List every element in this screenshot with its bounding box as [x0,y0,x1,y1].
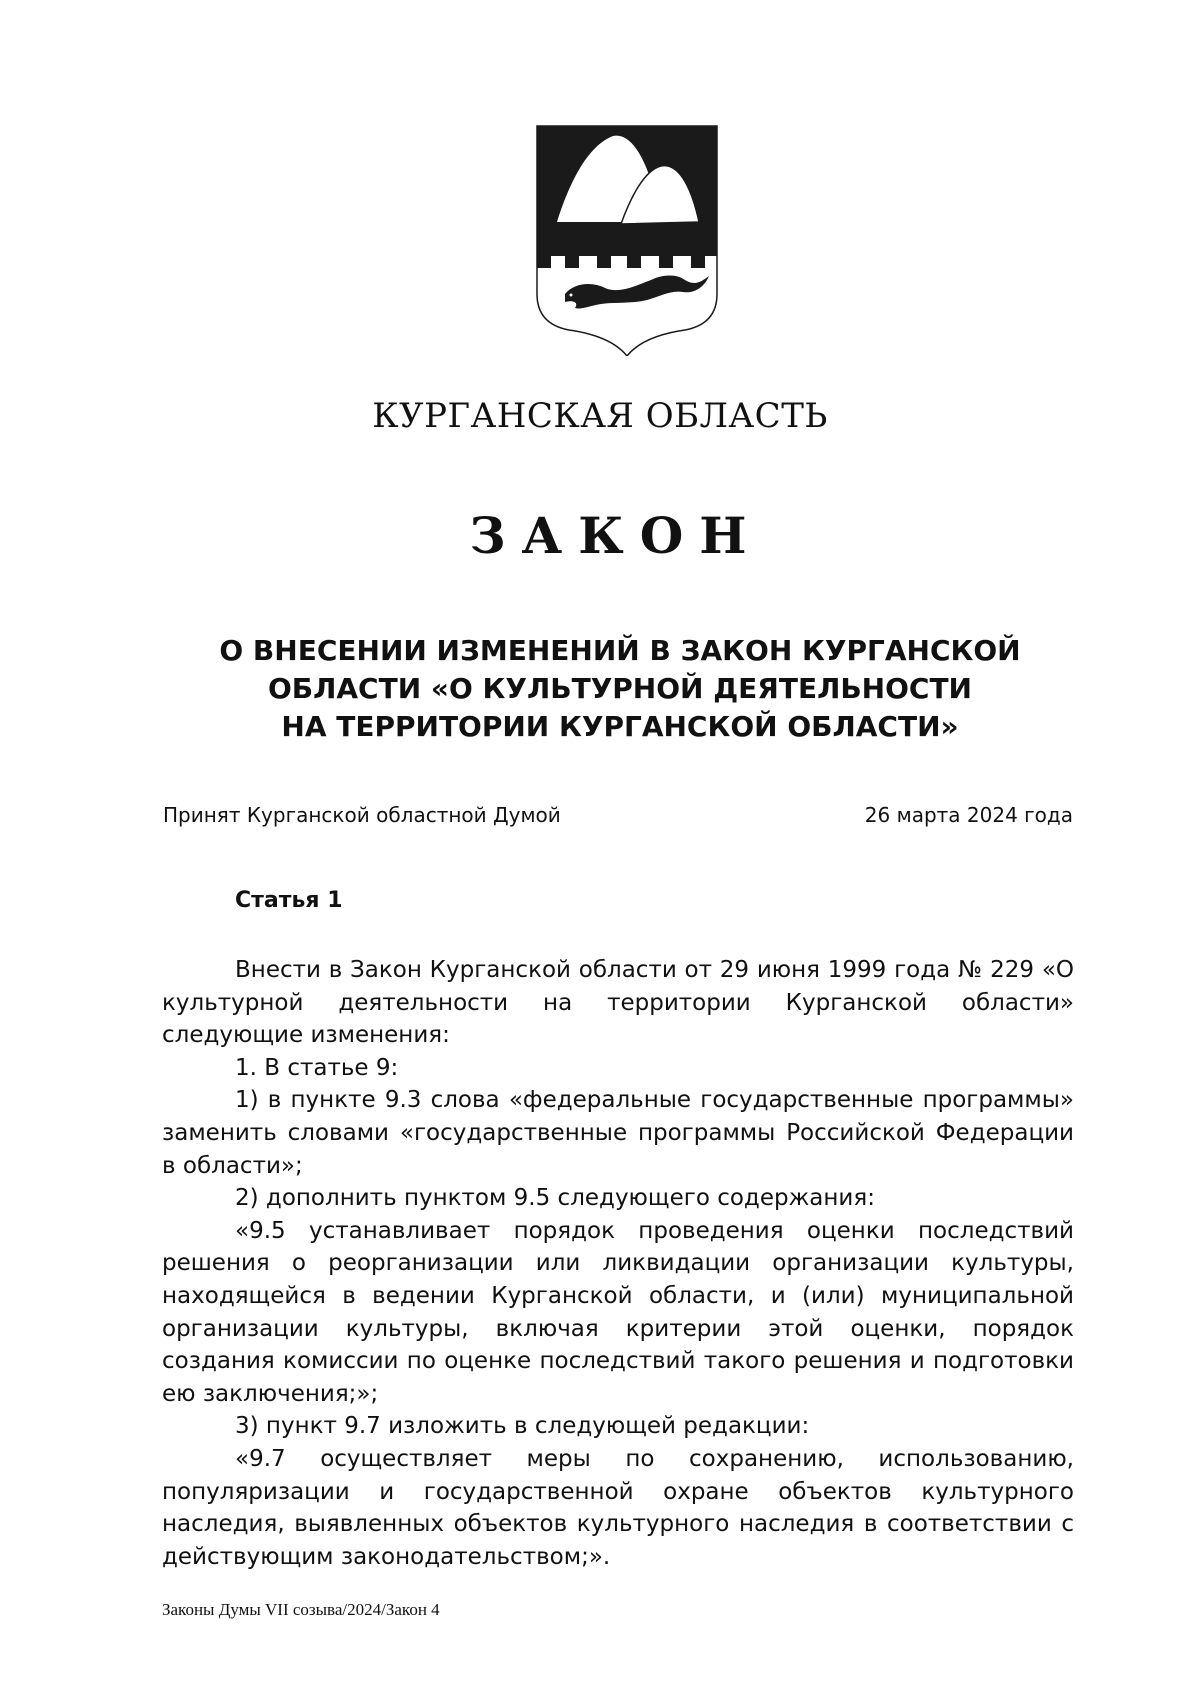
law-title-line: ОБЛАСТИ «О КУЛЬТУРНОЙ ДЕЯТЕЛЬНОСТИ [267,672,972,705]
article-body [162,954,1074,1573]
article-paragraph: 1. В статье 9: [235,1054,399,1081]
adoption-date: 26 марта 2024 года [864,803,1073,827]
article-paragraph: «9.7 осуществляет меры по сохранению, использованию, популяризации и государственной охране объектов культурного наследия, выявленных объектов культурного наследия в соответствии с действующим законодательством;». [162,1445,1074,1570]
law-title-line: НА ТЕРРИТОРИИ КУРГАНСКОЙ ОБЛАСТИ» [281,710,959,743]
document-type: ЗАКОН [469,506,763,565]
coat-of-arms-icon [535,124,719,356]
article-paragraph: «9.5 устанавливает порядок проведения оценки последствий решения о реорганизации или ликвидации организации культуры, находящейся в ведении Курганской области, и (или) муниципальной организации культуры, включая критерии этой оценки, порядок создания комиссии по оценке последствий такого решения и подготовки ею заключения;»; [162,1217,1074,1407]
law-title-line: О ВНЕСЕНИИ ИЗМЕНЕНИЙ В ЗАКОН КУРГАНСКОЙ [219,634,1021,667]
footer-reference: Законы Думы VII созыва/2024/Закон 4 [162,1600,440,1619]
adopted-by: Принят Курганской областной Думой [163,803,561,827]
article-heading: Статья 1 [235,888,343,913]
region-name: КУРГАНСКАЯ ОБЛАСТЬ [372,396,828,436]
law-title [160,632,1080,746]
article-paragraph: 3) пункт 9.7 изложить в следующей редакции: [235,1413,810,1440]
article-paragraph: Внести в Закон Курганской области от 29 июня 1999 года № 229 «О культурной деятельности на территории Курганской области» следующие изменения: [162,957,1074,1049]
article-paragraph: 2) дополнить пунктом 9.5 следующего содержания: [235,1185,875,1212]
article-paragraph: 1) в пункте 9.3 слова «федеральные государственные программы» заменить словами «государственные программы Российской Федерации в области»; [162,1087,1074,1179]
